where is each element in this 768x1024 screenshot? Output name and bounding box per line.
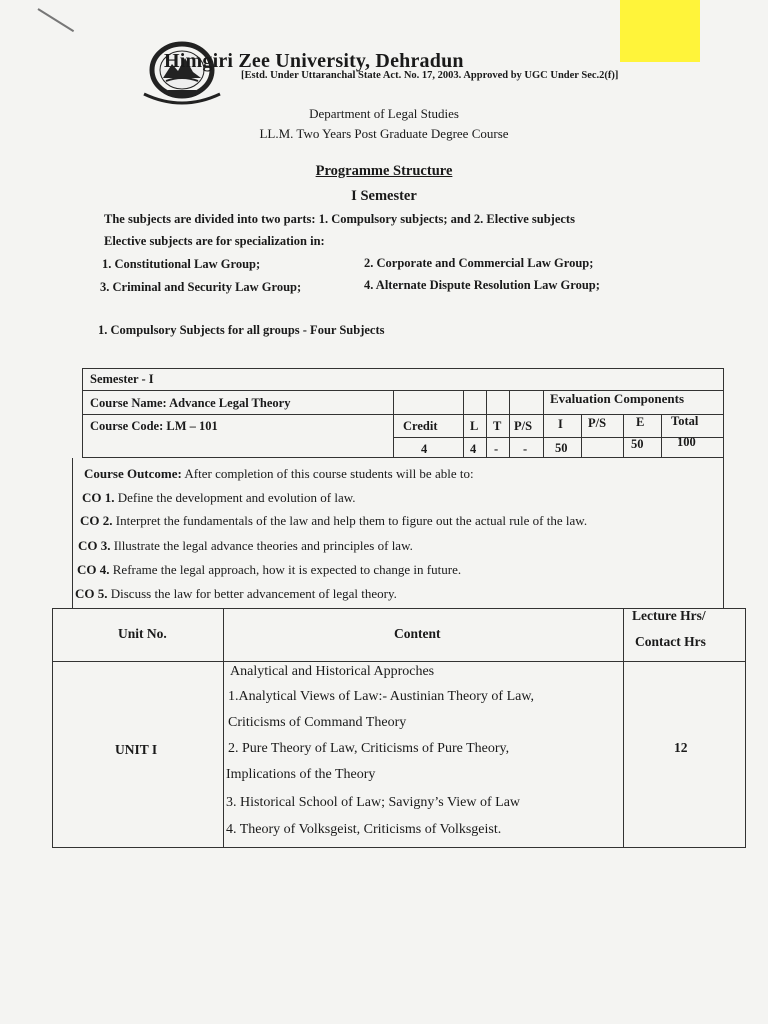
header-ps-2: P/S [588, 416, 607, 430]
evaluation-components: Evaluation Components [550, 391, 684, 406]
header-credit: Credit [403, 419, 438, 433]
university-logo [130, 38, 234, 108]
course-outcome-label: Course Outcome: [84, 466, 182, 481]
course-info-table [82, 368, 724, 458]
value-ps: - [523, 442, 528, 456]
group-4: 4. Alternate Dispute Resolution Law Group; [364, 278, 600, 292]
value-credit: 4 [421, 442, 428, 456]
course-title: LL.M. Two Years Post Graduate Degree Course [259, 126, 509, 141]
establishment-note: [Estd. Under Uttaranchal State Act. No. 17, 2003. Approved by UGC Under Sec.2(f)] [241, 70, 619, 81]
value-l: 4 [470, 442, 477, 456]
group-2: 2. Corporate and Commercial Law Group; [364, 256, 594, 270]
course-code: Course Code: LM – 101 [90, 419, 218, 433]
co-text: Reframe the legal approach, how it is expected to change in future. [112, 562, 462, 577]
course-outcome-intro [84, 466, 474, 482]
value-e: 50 [631, 437, 644, 451]
header-total: Total [671, 414, 699, 428]
university-name: Himgiri Zee University, Dehradun [164, 50, 464, 72]
department-name: Department of Legal Studies [309, 106, 459, 121]
header-unit-no: Unit No. [118, 626, 167, 641]
group-3: 3. Criminal and Security Law Group; [100, 280, 302, 294]
header-l: L [470, 419, 479, 433]
co-text: Define the development and evolution of law. [117, 490, 356, 505]
value-total: 100 [677, 435, 696, 449]
content-line-7: 4. Theory of Volksgeist, Criticisms of Volksgeist. [226, 822, 502, 837]
course-name: Course Name: Advance Legal Theory [90, 396, 291, 410]
pen-mark [37, 8, 74, 32]
co-text: Illustrate the legal advance theories and principles of law. [113, 538, 413, 553]
co-2 [80, 513, 587, 529]
co-1 [82, 490, 356, 506]
co-4 [77, 562, 461, 578]
co-code: CO 2. [80, 513, 113, 528]
co-code: CO 5. [75, 586, 108, 601]
intro-line-2: Elective subjects are for specialization in: [104, 234, 325, 248]
content-line-4: 2. Pure Theory of Law, Criticisms of Pure Theory, [228, 741, 510, 756]
header-content: Content [394, 626, 441, 641]
content-line-5: Implications of the Theory [226, 767, 376, 782]
unit-hours: 12 [674, 740, 688, 755]
co-text: Interpret the fundamentals of the law and help them to figure out the actual rule of the law. [115, 513, 588, 528]
co-code: CO 1. [82, 490, 115, 505]
header-t: T [493, 419, 502, 433]
programme-structure-heading: Programme Structure [315, 163, 453, 179]
content-line-2: 1.Analytical Views of Law:- Austinian Theory of Law, [228, 689, 535, 704]
value-i: 50 [555, 441, 568, 455]
semester-heading: I Semester [351, 188, 417, 204]
content-line-3: Criticisms of Command Theory [228, 715, 407, 730]
co-code: CO 4. [77, 562, 110, 577]
semester-label: Semester - I [90, 372, 154, 386]
value-t: - [494, 442, 499, 456]
co-5 [75, 586, 397, 602]
header-i: I [558, 417, 563, 431]
co-3 [78, 538, 413, 554]
compulsory-heading: 1. Compulsory Subjects for all groups - Four Subjects [98, 323, 385, 337]
content-line-6: 3. Historical School of Law; Savigny’s View of Law [226, 795, 521, 810]
group-1: 1. Constitutional Law Group; [102, 257, 261, 271]
header-hours-line2: Contact Hrs [635, 634, 706, 649]
unit-number: UNIT I [115, 742, 158, 757]
co-text: Discuss the law for better advancement of legal theory. [110, 586, 397, 601]
header-hours-line1: Lecture Hrs/ [632, 608, 706, 623]
intro-line-1: The subjects are divided into two parts: 1. Compulsory subjects; and 2. Elective subjects [104, 212, 575, 226]
header-e: E [636, 415, 645, 429]
course-outcome-text: After completion of this course students will be able to: [184, 466, 474, 481]
header-ps: P/S [514, 419, 533, 433]
co-code: CO 3. [78, 538, 111, 553]
content-line-1: Analytical and Historical Approches [230, 664, 435, 679]
